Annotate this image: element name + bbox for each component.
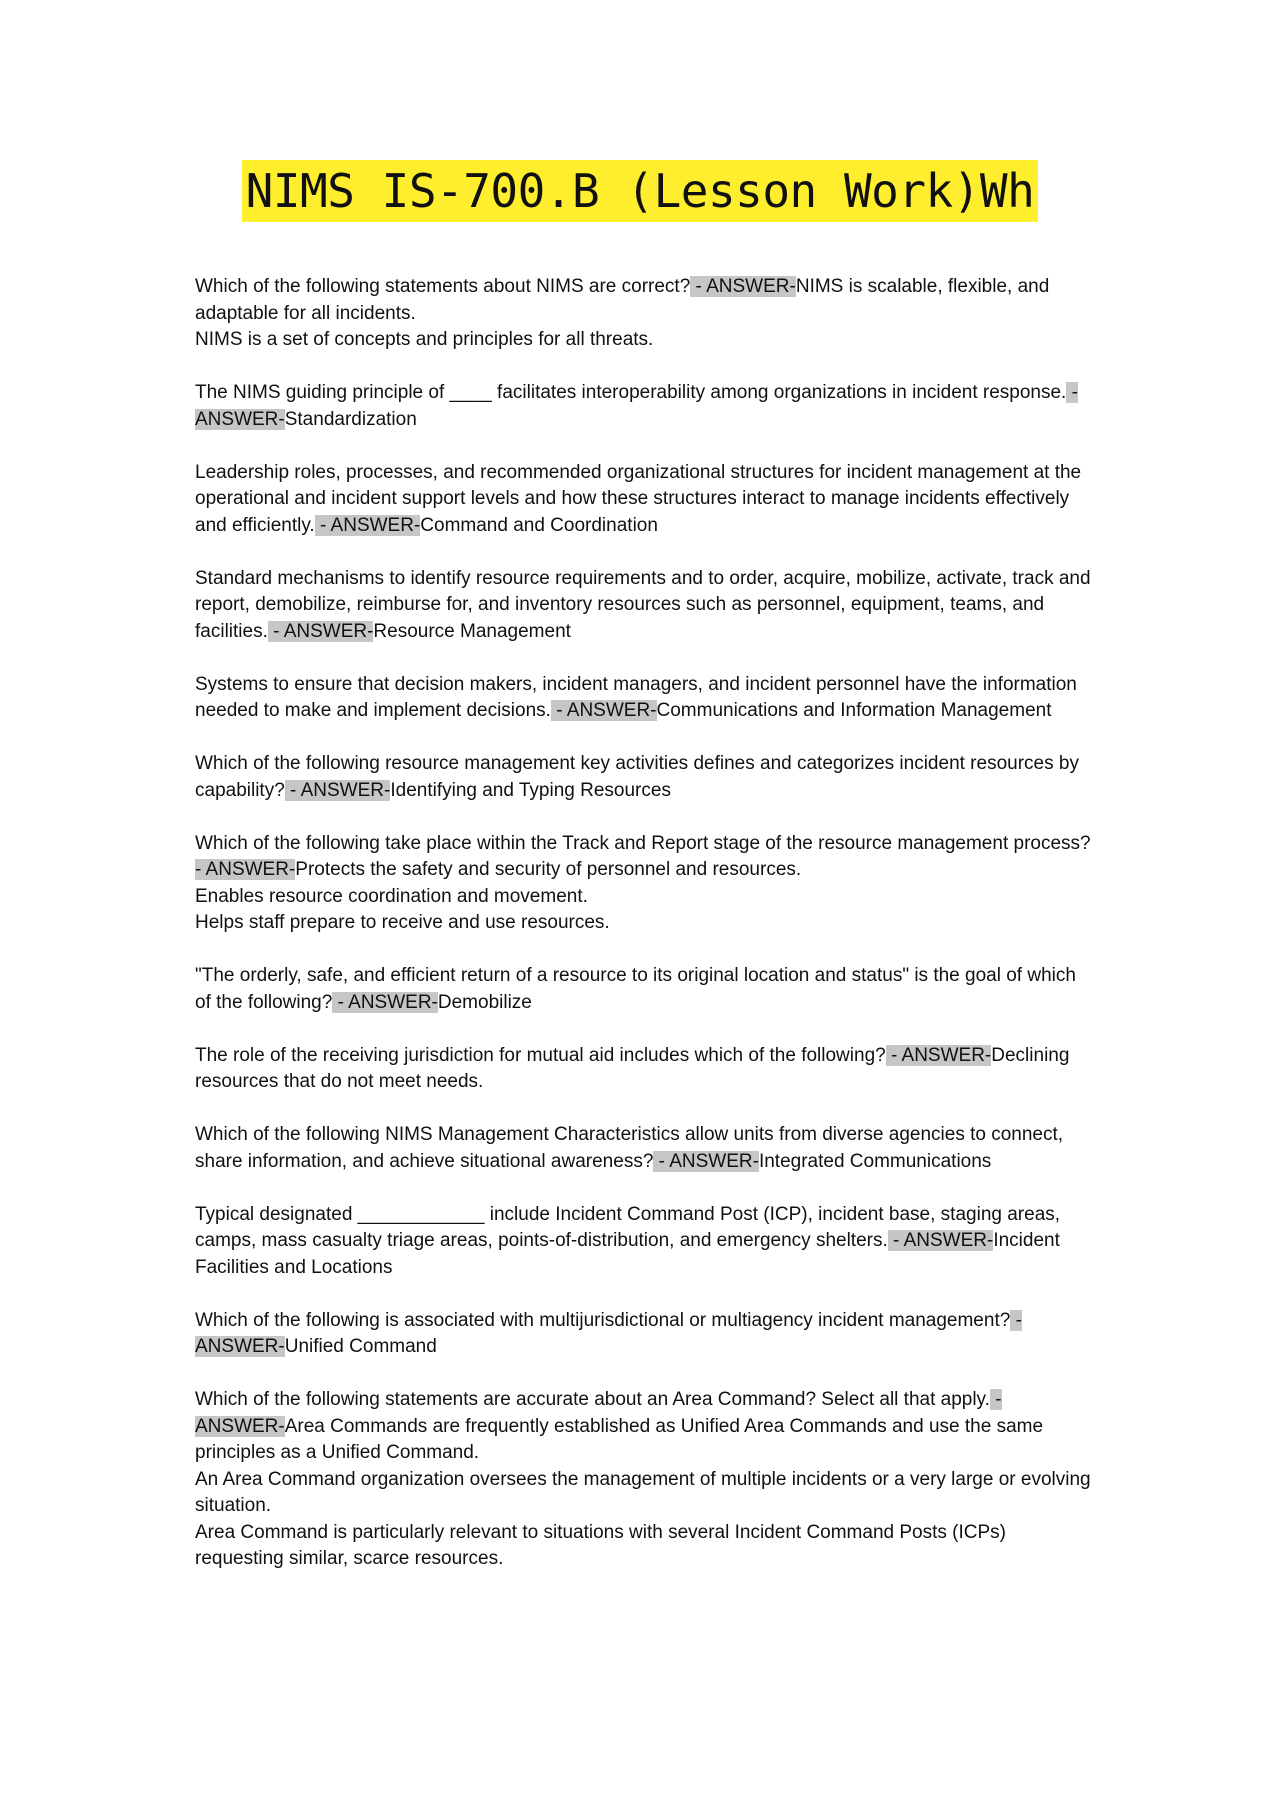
- qa-main-line: [195, 963, 1095, 1016]
- qa-main-line: [195, 1122, 1095, 1175]
- question-text: Which of the following resource management key activities defines and categorizes incident resources by capability?: [195, 753, 1079, 801]
- answer-extra-line: An Area Command organization oversees the management of multiple incidents or a very large or evolving situation.: [195, 1468, 1091, 1516]
- answer-text: Communications and Information Management: [656, 700, 1052, 721]
- qa-item: [195, 380, 1095, 433]
- answer-extra-line: Area Command is particularly relevant to situations with several Incident Command Posts (ICPs) requesting similar, scarce resources.: [195, 1521, 1006, 1569]
- answer-marker: - ANSWER-: [653, 1150, 759, 1172]
- qa-main-line: [195, 380, 1095, 433]
- question-text: "The orderly, safe, and efficient return of a resource to its original location and status" is the goal of which of the following?: [195, 965, 1076, 1013]
- answer-marker: - ANSWER-: [332, 991, 438, 1013]
- question-text: Standard mechanisms to identify resource requirements and to order, acquire, mobilize, activate, track and report, demobilize, reimburse for, and inventory resources such as personnel, equipment, teams, and facilities.: [195, 567, 1091, 642]
- answer-marker: - ANSWER-: [690, 276, 796, 297]
- question-text: Leadership roles, processes, and recommended organizational structures for incident management at the operational and incident support levels and how these structures interact to manage incidents effectively and efficiently.: [195, 461, 1082, 536]
- qa-main-line: [195, 1387, 1095, 1467]
- question-text: Which of the following statements are accurate about an Area Command? Select all that apply.: [195, 1389, 990, 1410]
- answer-text: Integrated Communications: [758, 1150, 992, 1172]
- question-text: Which of the following statements about NIMS are correct?: [195, 276, 691, 297]
- answer-text: Command and Coordination: [420, 514, 658, 536]
- answer-extra-line: Enables resource coordination and movement.: [195, 885, 588, 907]
- question-text: Which of the following is associated with multijurisdictional or multiagency incident management?: [195, 1309, 1011, 1331]
- answer-text: Standardization: [284, 408, 417, 430]
- qa-main-line: [195, 672, 1095, 725]
- qa-item: [195, 1043, 1095, 1096]
- answer-marker: - ANSWER-: [195, 859, 296, 880]
- document-title: NIMS IS-700.B (Lesson Work)Wh: [242, 160, 1039, 222]
- qa-main-line: [195, 1043, 1095, 1096]
- answer-marker: - ANSWER-: [550, 700, 657, 721]
- answer-text: Resource Management: [373, 620, 571, 642]
- qa-list: [195, 274, 1095, 1599]
- qa-item: [195, 1308, 1095, 1361]
- question-text: The role of the receiving jurisdiction for mutual aid includes which of the following?: [195, 1044, 886, 1066]
- qa-item: [195, 566, 1095, 646]
- answer-marker: - ANSWER-: [885, 1044, 992, 1066]
- answer-marker: - ANSWER-: [314, 514, 421, 536]
- answer-marker: - ANSWER-: [195, 1389, 1002, 1437]
- question-text: Which of the following take place within the Track and Report stage of the resource management process?: [195, 832, 1091, 854]
- qa-item: [195, 751, 1095, 804]
- qa-item: [195, 1387, 1095, 1573]
- answer-text: Demobilize: [437, 991, 532, 1013]
- answer-text: Area Commands are frequently established as Unified Area Commands and use the same principles as a Unified Command.: [195, 1415, 1044, 1463]
- qa-main-line: [195, 831, 1095, 884]
- qa-item: [195, 274, 1095, 354]
- qa-main-line: [195, 274, 1095, 327]
- qa-item: [195, 672, 1095, 725]
- question-text: Systems to ensure that decision makers, incident managers, and incident personnel have the information needed to make and implement decisions.: [195, 673, 1077, 721]
- answer-text: Incident Facilities and Locations: [195, 1230, 1060, 1278]
- qa-item: [195, 1202, 1095, 1282]
- answer-extra-line: Helps staff prepare to receive and use resources.: [195, 912, 610, 933]
- answer-text: Protects the safety and security of personnel and resources.: [295, 859, 802, 880]
- question-text: Typical designated ____________ include Incident Command Post (ICP), incident base, staging areas, camps, mass casualty triage areas, points-of-distribution, and emergency shelters.: [195, 1203, 1061, 1251]
- title-area: [0, 160, 1280, 222]
- answer-marker: - ANSWER-: [195, 382, 1078, 430]
- qa-main-line: [195, 751, 1095, 804]
- qa-item: [195, 831, 1095, 937]
- qa-item: [195, 460, 1095, 540]
- answer-text: Identifying and Typing Resources: [390, 779, 671, 801]
- question-text: The NIMS guiding principle of ____ facilitates interoperability among organizations in incident response.: [195, 382, 1067, 403]
- qa-main-line: [195, 1308, 1095, 1361]
- qa-main-line: [195, 566, 1095, 646]
- qa-main-line: [195, 460, 1095, 540]
- answer-marker: - ANSWER-: [284, 779, 391, 801]
- question-text: Which of the following NIMS Management Characteristics allow units from diverse agencies to connect, share information, and achieve situational awareness?: [195, 1124, 1064, 1172]
- answer-text: NIMS is scalable, flexible, and adaptable for all incidents.: [195, 276, 1050, 324]
- qa-item: [195, 963, 1095, 1016]
- answer-extra-line: NIMS is a set of concepts and principles for all threats.: [195, 329, 654, 350]
- answer-marker: - ANSWER-: [267, 620, 374, 642]
- qa-item: [195, 1122, 1095, 1175]
- qa-main-line: [195, 1202, 1095, 1282]
- answer-text: Unified Command: [284, 1336, 437, 1357]
- answer-marker: - ANSWER-: [195, 1309, 1022, 1357]
- answer-text: Declining resources that do not meet needs.: [195, 1044, 1070, 1092]
- answer-marker: - ANSWER-: [887, 1230, 994, 1251]
